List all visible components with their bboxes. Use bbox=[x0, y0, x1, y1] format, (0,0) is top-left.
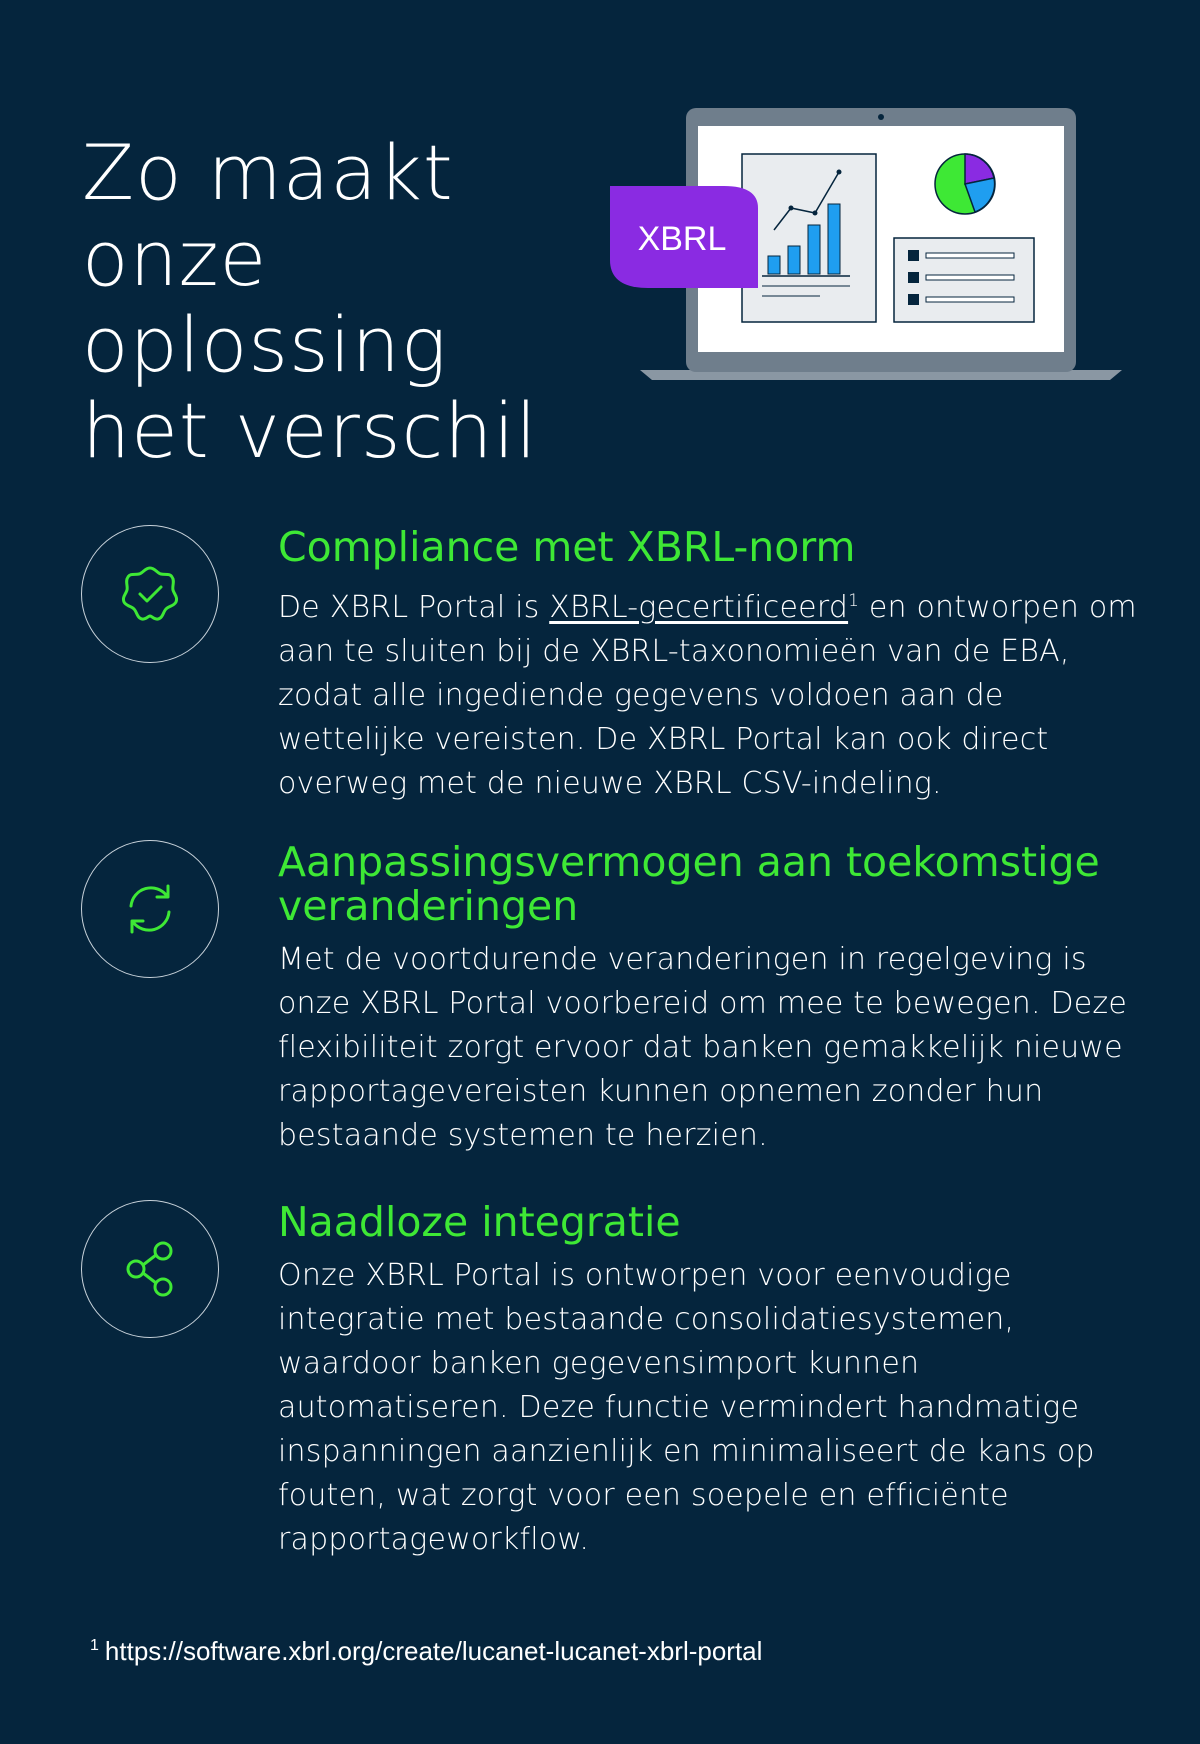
feature-body-start: De XBRL Portal is bbox=[278, 590, 550, 625]
xbrl-badge-label: XBRL bbox=[637, 220, 727, 258]
laptop-camera bbox=[878, 114, 884, 120]
footnote-url[interactable]: https://software.xbrl.org/create/lucanet-lucanet-xbrl-portal bbox=[104, 1636, 763, 1666]
chart-point bbox=[789, 206, 794, 211]
list-bullet bbox=[908, 294, 919, 305]
feature-icon-circle bbox=[81, 1200, 219, 1338]
badge-check-icon bbox=[115, 559, 185, 629]
title-line-3: oplossing bbox=[82, 300, 448, 389]
feature-body bbox=[278, 579, 1158, 806]
feature-icon-circle bbox=[81, 840, 219, 978]
feature-body-end: en ontworpen om aan te sluiten bij de XBRL-taxonomieën van de EBA, zodat alle ingediende gegevens voldoen aan de wettelijke vereisten. De XBRL Portal kan ook direct overweg met de nieuwe XBRL CSV-indeling. bbox=[278, 590, 1137, 801]
laptop-dashboard-icon bbox=[610, 100, 1130, 390]
footnote bbox=[90, 1636, 762, 1667]
chart-bar-3 bbox=[808, 225, 820, 274]
page-title bbox=[82, 130, 538, 474]
footnote-number: 1 bbox=[90, 1637, 99, 1655]
list-bullet bbox=[908, 250, 919, 261]
feature-body: Onze XBRL Portal is ontworpen voor eenvoudige integratie met bestaande consolidatiesystemen, waardoor banken gegevensimport kunnen automatiseren. Deze functie vermindert handmatige inspanningen aanzienlijk en minimaliseert de kans op fouten, wat zorgt voor een soepele en efficiënte rapportageworkflow. bbox=[278, 1258, 1095, 1557]
feature-text bbox=[278, 840, 1158, 1158]
share-icon bbox=[115, 1234, 185, 1304]
feature-heading: Aanpassingsvermogen aan toekomstige veranderingen bbox=[278, 838, 1100, 930]
chart-bar-4 bbox=[828, 204, 840, 274]
list-line bbox=[926, 253, 1014, 258]
feature-text bbox=[278, 1200, 1158, 1562]
list-bullet bbox=[908, 272, 919, 283]
refresh-icon bbox=[115, 874, 185, 944]
footnote-ref: 1 bbox=[848, 591, 860, 611]
chart-bar-2 bbox=[788, 246, 800, 274]
list-line bbox=[926, 297, 1014, 302]
feature-text bbox=[278, 525, 1158, 806]
feature-heading: Compliance met XBRL-norm bbox=[278, 523, 856, 571]
chart-point bbox=[837, 170, 842, 175]
feature-icon-circle bbox=[81, 525, 219, 663]
chart-point bbox=[813, 211, 818, 216]
feature-heading: Naadloze integratie bbox=[278, 1198, 681, 1246]
list-line bbox=[926, 275, 1014, 280]
title-line-2: onze bbox=[82, 214, 268, 303]
title-line-1: Zo maakt bbox=[82, 128, 454, 217]
certification-link[interactable]: XBRL-gecertificeerd bbox=[549, 590, 849, 625]
title-line-4: het verschil bbox=[82, 386, 538, 475]
chart-bar-1 bbox=[768, 256, 780, 274]
feature-body: Met de voortdurende veranderingen in regelgeving is onze XBRL Portal voorbereid om mee te bewegen. Deze flexibiliteit zorgt ervoor dat banken gemakkelijk nieuwe rapportagevereisten kunnen opnemen zonder hun bestaande systemen te herzien. bbox=[278, 942, 1128, 1153]
